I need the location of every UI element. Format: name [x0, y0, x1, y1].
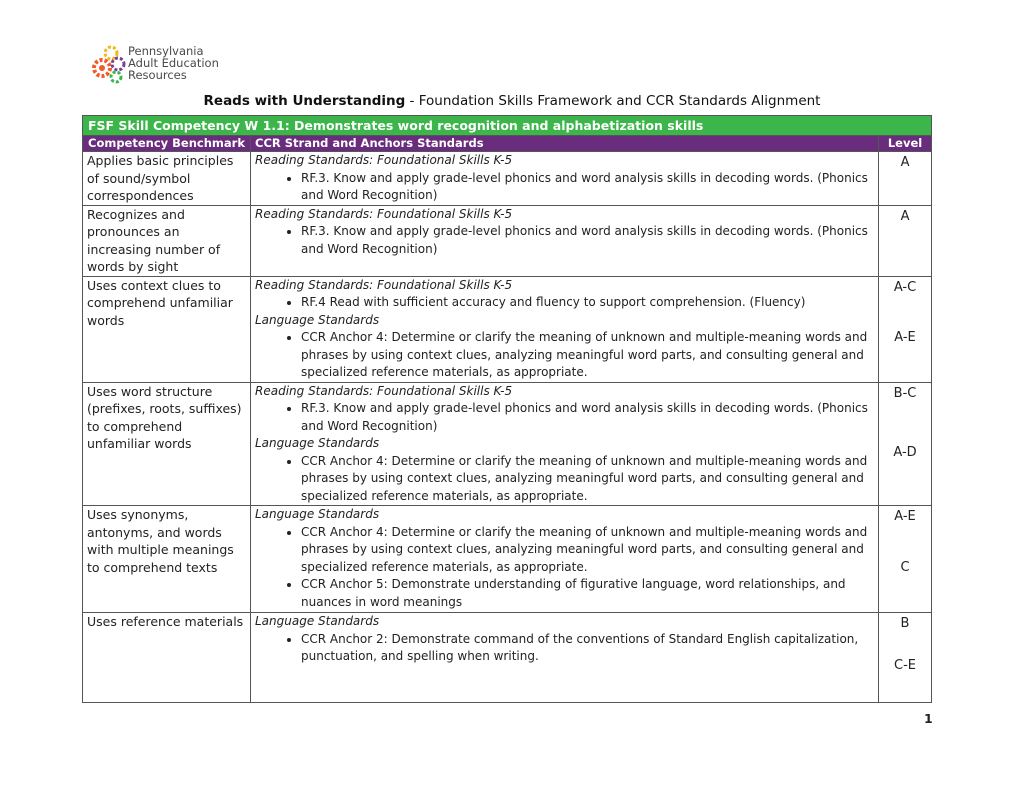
gears-icon — [92, 44, 128, 84]
document-title — [0, 93, 1024, 109]
logo-text — [128, 45, 219, 81]
standards-list — [255, 329, 874, 382]
table-row — [83, 205, 932, 276]
strand-name: Reading Standards: Foundational Skills K-5 — [255, 153, 513, 167]
logo-line-3: Resources — [128, 68, 187, 82]
standards-list — [255, 170, 874, 205]
logo-line-1: Pennsylvania — [128, 44, 204, 58]
header-level: Level — [879, 136, 932, 152]
standard-item: • CCR Anchor 4: Determine or clarify the meaning of unknown and multiple-meaning words and phrases by using context clues, analyzing meaningful word parts, and consulting general and specialized reference materials, as appropriate. — [301, 524, 874, 577]
level-value: A-E — [894, 329, 916, 345]
ccr-standards-cell — [251, 506, 879, 613]
standard-item: • RF.3. Know and apply grade-level phonics and word analysis skills in decoding words. (Phonics and Word Recognition) — [301, 400, 874, 435]
header-row — [83, 136, 932, 152]
level-value: C-E — [894, 658, 916, 673]
standard-item: • CCR Anchor 4: Determine or clarify the meaning of unknown and multiple-meaning words and phrases by using context clues, analyzing meaningful word parts, and consulting general and specialized reference materials, as appropriate. — [301, 453, 874, 506]
ccr-standards-cell — [251, 382, 879, 506]
standard-item: • RF.3. Know and apply grade-level phonics and word analysis skills in decoding words. (Phonics and Word Recognition) — [301, 223, 874, 258]
standards-list — [255, 294, 874, 312]
header-ccr-strand: CCR Strand and Anchors Standards — [251, 136, 879, 152]
level-value: C — [900, 560, 910, 575]
level-value: A-E — [894, 509, 916, 524]
standards-list — [255, 400, 874, 435]
standard-item: • CCR Anchor 2: Demonstrate command of the conventions of Standard English capitalization, punctuation, and spelling when writing. — [301, 631, 874, 666]
competency-banner: FSF Skill Competency W 1.1: Demonstrates word recognition and alphabetization skills — [83, 116, 932, 136]
strand-name: Reading Standards: Foundational Skills K-5 — [255, 383, 513, 398]
level-cell — [879, 205, 932, 276]
table-row — [83, 152, 932, 206]
alignment-table — [82, 115, 932, 703]
level-cell — [879, 613, 932, 703]
level-value: A-D — [893, 444, 917, 460]
standards-list — [255, 223, 874, 258]
table-row — [83, 276, 932, 382]
standards-list — [255, 453, 874, 506]
competency-benchmark-cell: Applies basic principles of sound/symbol correspondences — [83, 152, 251, 206]
standards-list — [255, 631, 874, 666]
competency-banner-row — [83, 116, 932, 136]
ccr-standards-cell — [251, 205, 879, 276]
level-value: A — [900, 155, 910, 170]
level-value: B — [900, 616, 910, 631]
standards-list — [255, 524, 874, 612]
level-cell — [879, 506, 932, 613]
standard-item: • RF.3. Know and apply grade-level phonics and word analysis skills in decoding words. (Phonics and Word Recognition) — [301, 170, 874, 205]
level-value: A-C — [893, 279, 917, 295]
page-number: 1 — [924, 711, 933, 726]
competency-benchmark-cell: Uses word structure (prefixes, roots, suffixes) to comprehend unfamiliar words — [83, 382, 251, 506]
strand-name: Language Standards — [255, 312, 380, 327]
competency-benchmark-cell: Recognizes and pronounces an increasing number of words by sight — [83, 205, 251, 276]
ccr-standards-cell — [251, 276, 879, 382]
ccr-standards-cell — [251, 152, 879, 206]
header-competency-benchmark: Competency Benchmark — [83, 136, 251, 152]
level-cell — [879, 152, 932, 206]
competency-benchmark-cell: Uses synonyms, antonyms, and words with multiple meanings to comprehend texts — [83, 506, 251, 613]
strand-name: Language Standards — [255, 614, 380, 628]
table-row — [83, 506, 932, 613]
level-value: B-C — [893, 385, 917, 401]
standard-item: • RF.4 Read with sufficient accuracy and fluency to support comprehension. (Fluency) — [301, 294, 874, 312]
ccr-standards-cell — [251, 613, 879, 703]
level-cell — [879, 276, 932, 382]
table-row — [83, 382, 932, 506]
level-value: A — [900, 208, 910, 224]
competency-benchmark-cell: Uses reference materials — [83, 613, 251, 703]
standard-item: • CCR Anchor 4: Determine or clarify the meaning of unknown and multiple-meaning words and phrases by using context clues, analyzing meaningful word parts, and consulting general and specialized reference materials, as appropriate. — [301, 329, 874, 382]
level-cell — [879, 382, 932, 506]
standard-item: • CCR Anchor 5: Demonstrate understanding of figurative language, word relationships, and nuances in word meanings — [301, 576, 874, 611]
strand-name: Reading Standards: Foundational Skills K-5 — [255, 206, 513, 221]
strand-name: Language Standards — [255, 507, 380, 521]
logo — [92, 44, 252, 88]
document-title-bold: Reads with Understanding — [203, 93, 406, 109]
strand-name: Reading Standards: Foundational Skills K-5 — [255, 277, 513, 292]
table-row — [83, 613, 932, 703]
document-title-rest: - Foundation Skills Framework and CCR Standards Alignment — [405, 93, 821, 109]
logo-line-2: Adult Education — [128, 56, 219, 70]
competency-benchmark-cell: Uses context clues to comprehend unfamiliar words — [83, 276, 251, 382]
strand-name: Language Standards — [255, 436, 380, 450]
